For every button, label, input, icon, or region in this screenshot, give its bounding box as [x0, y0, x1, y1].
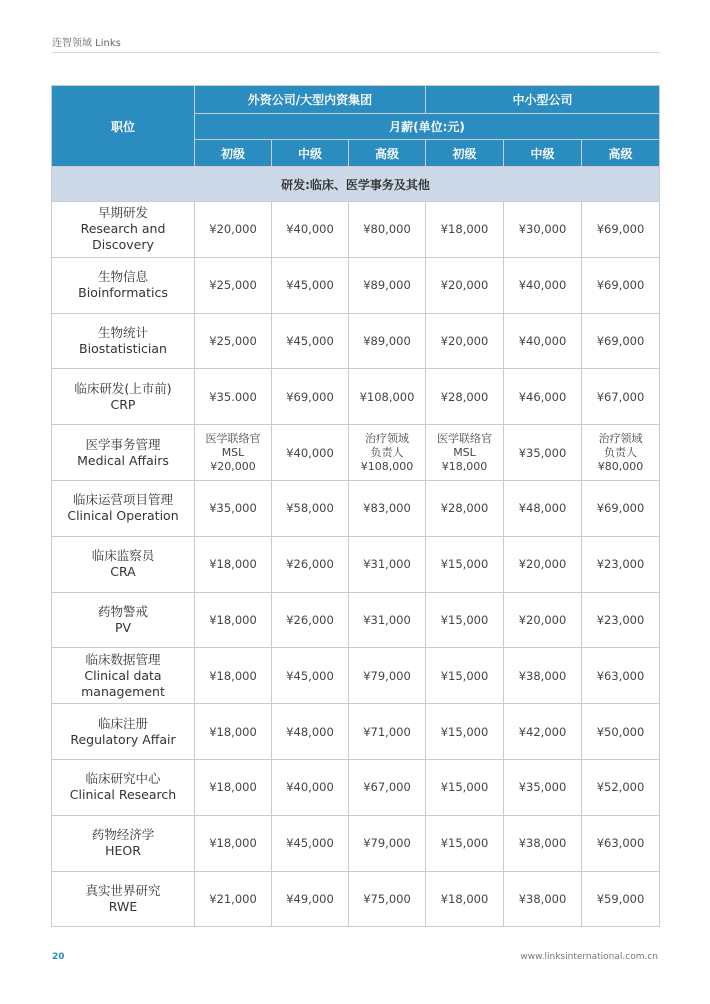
salary-cell: ¥15,000 — [426, 815, 504, 871]
position-zh: 药物警戒 — [97, 603, 148, 619]
level-header: 中级 — [272, 140, 349, 167]
salary-cell: ¥18,000 — [195, 592, 272, 648]
position-cell — [52, 648, 195, 704]
position-cell — [52, 369, 195, 425]
section-header: 研发:临床、医学事务及其他 — [52, 167, 660, 202]
position-zh: 临床注册 — [97, 715, 148, 731]
salary-cell: ¥67,000 — [349, 759, 426, 815]
salary-cell: ¥15,000 — [426, 536, 504, 592]
salary-cell: ¥18,000 — [195, 704, 272, 760]
position-cell — [52, 871, 195, 927]
position-en: Clinical Operation — [67, 508, 179, 524]
table-row — [52, 871, 660, 927]
salary-cell: ¥40,000 — [504, 313, 582, 369]
level-header: 初级 — [426, 140, 504, 167]
position-zh: 临床监察员 — [91, 548, 155, 564]
salary-cell: ¥52,000 — [582, 759, 660, 815]
position-cell — [52, 759, 195, 815]
salary-cell: ¥75,000 — [349, 871, 426, 927]
position-cell — [52, 257, 195, 313]
salary-cell: ¥89,000 — [349, 257, 426, 313]
salary-cell: ¥18,000 — [195, 648, 272, 704]
table-row — [52, 313, 660, 369]
salary-cell: ¥38,000 — [504, 815, 582, 871]
position-cell — [52, 202, 195, 258]
position-cell — [52, 704, 195, 760]
position-header: 职位 — [52, 86, 195, 167]
group-a-header: 外资公司/大型内资集团 — [195, 86, 426, 114]
position-cell — [52, 425, 195, 481]
salary-cell: ¥15,000 — [426, 648, 504, 704]
salary-cell: ¥71,000 — [349, 704, 426, 760]
salary-cell: 医学联络官 MSL ¥20,000 — [195, 425, 272, 481]
salary-cell: ¥108,000 — [349, 369, 426, 425]
table-row — [52, 815, 660, 871]
salary-cell: ¥25,000 — [195, 313, 272, 369]
salary-cell: ¥80,000 — [349, 202, 426, 258]
salary-cell: ¥18,000 — [426, 871, 504, 927]
salary-cell: ¥45,000 — [272, 257, 349, 313]
position-zh: 生物统计 — [97, 324, 148, 340]
salary-cell: ¥23,000 — [582, 536, 660, 592]
salary-cell: ¥35,000 — [504, 425, 582, 481]
position-en: Medical Affairs — [77, 452, 169, 468]
salary-cell: ¥40,000 — [272, 202, 349, 258]
salary-cell: ¥15,000 — [426, 592, 504, 648]
position-cell — [52, 480, 195, 536]
salary-cell: ¥48,000 — [504, 480, 582, 536]
salary-cell: ¥69,000 — [582, 480, 660, 536]
salary-cell: ¥50,000 — [582, 704, 660, 760]
table-row — [52, 592, 660, 648]
salary-cell: ¥26,000 — [272, 536, 349, 592]
salary-cell: ¥63,000 — [582, 648, 660, 704]
position-cell — [52, 313, 195, 369]
salary-cell: ¥45,000 — [272, 313, 349, 369]
table-row — [52, 369, 660, 425]
salary-cell: ¥15,000 — [426, 704, 504, 760]
table-row — [52, 536, 660, 592]
position-zh: 早期研发 — [97, 205, 148, 221]
salary-cell: ¥31,000 — [349, 536, 426, 592]
position-zh: 药物经济学 — [91, 827, 155, 843]
footer-url: www.linksinternational.com.cn — [520, 952, 658, 962]
salary-cell: ¥49,000 — [272, 871, 349, 927]
salary-cell: ¥35,000 — [195, 480, 272, 536]
level-header: 初级 — [195, 140, 272, 167]
position-cell — [52, 592, 195, 648]
table-row — [52, 480, 660, 536]
salary-cell: ¥46,000 — [504, 369, 582, 425]
salary-cell: ¥25,000 — [195, 257, 272, 313]
position-en: RWE — [108, 898, 138, 914]
group-b-header: 中小型公司 — [426, 86, 660, 114]
table-row — [52, 425, 660, 481]
salary-cell: ¥79,000 — [349, 648, 426, 704]
salary-cell: ¥69,000 — [272, 369, 349, 425]
header-divider — [52, 52, 660, 53]
salary-cell: ¥45,000 — [272, 648, 349, 704]
salary-cell: ¥40,000 — [504, 257, 582, 313]
position-en: Clinical Research — [69, 787, 177, 803]
position-en: CRP — [110, 396, 136, 412]
salary-cell: ¥35.000 — [195, 369, 272, 425]
position-en: Bioinformatics — [78, 285, 168, 301]
level-header: 中级 — [504, 140, 582, 167]
salary-cell: ¥67,000 — [582, 369, 660, 425]
position-zh: 临床研究中心 — [85, 771, 161, 787]
salary-cell: ¥40,000 — [272, 425, 349, 481]
salary-cell: ¥26,000 — [272, 592, 349, 648]
salary-cell: ¥59,000 — [582, 871, 660, 927]
table-row — [52, 759, 660, 815]
position-zh: 临床运营项目管理 — [72, 492, 173, 508]
salary-cell: ¥30,000 — [504, 202, 582, 258]
position-en: HEOR — [105, 843, 141, 859]
salary-cell: ¥69,000 — [582, 313, 660, 369]
position-en: PV — [114, 619, 132, 635]
salary-cell: ¥20,000 — [504, 536, 582, 592]
salary-cell: ¥45,000 — [272, 815, 349, 871]
salary-cell: ¥69,000 — [582, 202, 660, 258]
salary-cell: 治疗领域 负责人 ¥80,000 — [582, 425, 660, 481]
salary-cell: ¥40,000 — [272, 759, 349, 815]
position-zh: 医学事务管理 — [85, 436, 161, 452]
salary-table — [51, 85, 660, 927]
salary-cell: ¥48,000 — [272, 704, 349, 760]
salary-cell: ¥18,000 — [195, 759, 272, 815]
salary-cell: ¥28,000 — [426, 480, 504, 536]
page-number: 20 — [52, 952, 65, 962]
salary-cell: ¥35,000 — [504, 759, 582, 815]
position-zh: 临床研发(上市前) — [74, 380, 172, 396]
position-en: CRA — [110, 564, 136, 580]
salary-cell: ¥83,000 — [349, 480, 426, 536]
salary-cell: ¥18,000 — [195, 815, 272, 871]
salary-cell: ¥18,000 — [195, 536, 272, 592]
salary-cell: ¥20,000 — [426, 257, 504, 313]
position-zh: 真实世界研究 — [85, 882, 161, 898]
salary-cell: ¥38,000 — [504, 648, 582, 704]
position-en: Clinical data management — [81, 667, 165, 699]
salary-cell: 治疗领域 负责人 ¥108,000 — [349, 425, 426, 481]
salary-cell: ¥42,000 — [504, 704, 582, 760]
level-header: 高级 — [349, 140, 426, 167]
position-zh: 临床数据管理 — [85, 651, 161, 667]
position-cell — [52, 815, 195, 871]
salary-cell: ¥69,000 — [582, 257, 660, 313]
salary-cell: ¥31,000 — [349, 592, 426, 648]
table-row — [52, 257, 660, 313]
salary-cell: ¥18,000 — [426, 202, 504, 258]
salary-cell: ¥20,000 — [426, 313, 504, 369]
position-en: Regulatory Affair — [70, 731, 176, 747]
position-en: Research and Discovery — [80, 221, 166, 253]
salary-cell: ¥63,000 — [582, 815, 660, 871]
monthly-salary-header: 月薪(单位:元) — [195, 114, 660, 140]
salary-cell: ¥20,000 — [195, 202, 272, 258]
table-row — [52, 648, 660, 704]
position-cell — [52, 536, 195, 592]
salary-cell: ¥23,000 — [582, 592, 660, 648]
salary-cell: ¥28,000 — [426, 369, 504, 425]
position-en: Biostatistician — [79, 340, 167, 356]
salary-cell: ¥89,000 — [349, 313, 426, 369]
salary-cell: 医学联络官 MSL ¥18,000 — [426, 425, 504, 481]
table-row — [52, 704, 660, 760]
position-zh: 生物信息 — [97, 269, 148, 285]
salary-cell: ¥38,000 — [504, 871, 582, 927]
table-row — [52, 202, 660, 258]
running-header: 连智领域 Links — [52, 38, 121, 49]
salary-cell: ¥15,000 — [426, 759, 504, 815]
salary-cell: ¥58,000 — [272, 480, 349, 536]
salary-cell: ¥21,000 — [195, 871, 272, 927]
salary-cell: ¥20,000 — [504, 592, 582, 648]
level-header: 高级 — [582, 140, 660, 167]
salary-cell: ¥79,000 — [349, 815, 426, 871]
